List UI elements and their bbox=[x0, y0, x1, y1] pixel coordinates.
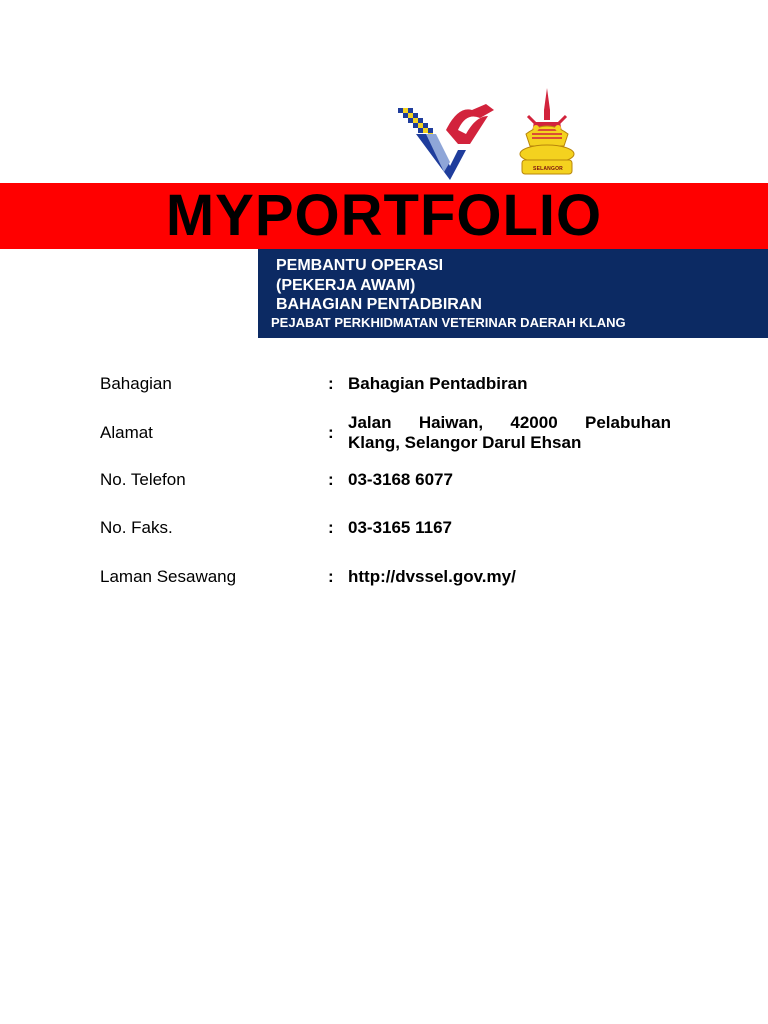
position-box bbox=[258, 249, 768, 338]
address-value bbox=[348, 413, 671, 453]
address-word: Haiwan, bbox=[418, 413, 484, 432]
detail-label: No. Faks. bbox=[100, 518, 173, 537]
separator: : bbox=[328, 470, 334, 489]
detail-label: Bahagian bbox=[100, 374, 172, 393]
division-name: BAHAGIAN PENTADBIRAN bbox=[276, 296, 482, 313]
detail-label: No. Telefon bbox=[100, 470, 186, 489]
position-title: PEMBANTU OPERASI bbox=[276, 257, 444, 274]
separator: : bbox=[328, 518, 334, 537]
page-title: MYPORTFOLIO bbox=[165, 183, 603, 248]
malaysia-v-logo-icon bbox=[396, 100, 494, 180]
address-word: Jalan bbox=[348, 413, 392, 432]
address-word: Pelabuhan bbox=[585, 413, 671, 432]
detail-value: 03-3165 1167 bbox=[348, 518, 452, 537]
address-word: 42000 bbox=[510, 413, 558, 432]
crest-label: SELANGOR bbox=[533, 166, 563, 172]
detail-value: Bahagian Pentadbiran bbox=[348, 374, 528, 393]
website-link[interactable]: http://dvssel.gov.my/ bbox=[348, 567, 516, 586]
detail-label: Laman Sesawang bbox=[100, 567, 237, 586]
address-line-2: Klang, Selangor Darul Ehsan bbox=[348, 433, 582, 452]
detail-label: Alamat bbox=[100, 423, 153, 442]
position-subtitle: (PEKERJA AWAM) bbox=[276, 277, 416, 294]
office-name: PEJABAT PERKHIDMATAN VETERINAR DAERAH KLANG bbox=[271, 315, 626, 330]
detail-value: 03-3168 6077 bbox=[348, 470, 453, 489]
separator: : bbox=[328, 567, 334, 586]
separator: : bbox=[328, 423, 334, 442]
separator: : bbox=[328, 374, 334, 393]
